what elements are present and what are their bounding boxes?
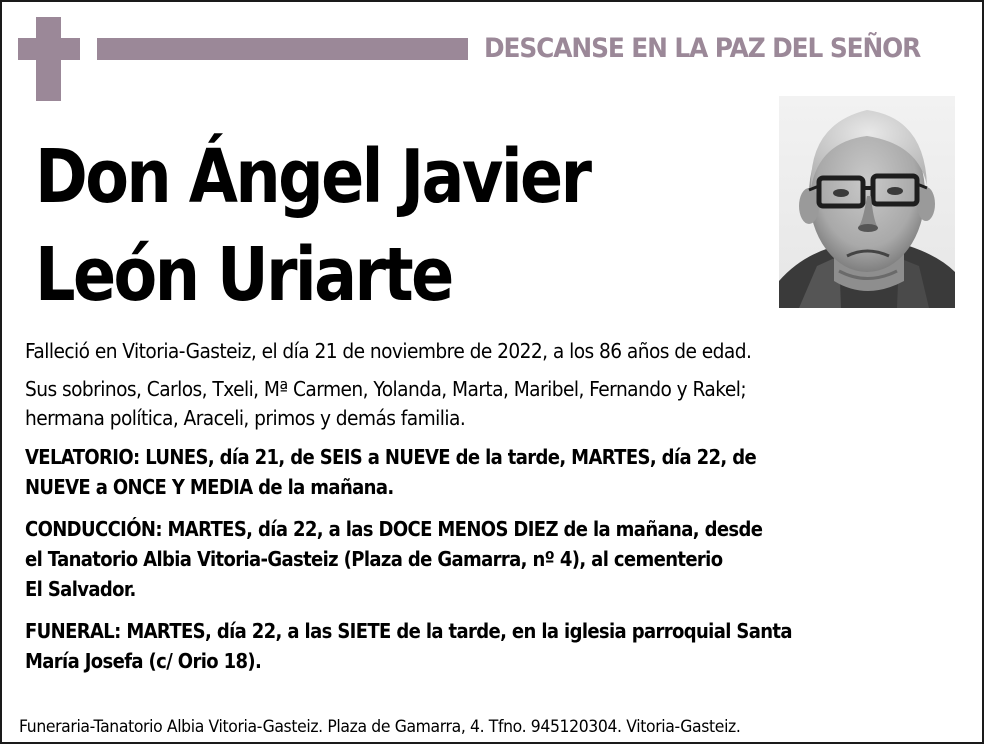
cross-horizontal-bar bbox=[18, 38, 80, 60]
obituary-body bbox=[25, 337, 970, 688]
name-line-1: Don Ángel Javier bbox=[35, 134, 590, 220]
family-line-1: Sus sobrinos, Carlos, Txeli, Mª Carmen, Yolanda, Marta, Maribel, Fernando y Rakel; bbox=[25, 377, 747, 401]
conduccion-paragraph bbox=[25, 514, 876, 604]
funeral-line-1: FUNERAL: MARTES, día 22, a las SIETE de la tarde, en la iglesia parroquial Santa bbox=[25, 619, 792, 643]
death-notice bbox=[25, 337, 904, 366]
funeral-paragraph bbox=[25, 616, 876, 676]
name-line-2: León Uriarte bbox=[35, 232, 452, 318]
portrait-photo bbox=[779, 96, 955, 308]
conduccion-line-3: El Salvador. bbox=[25, 577, 136, 601]
conduccion-line-1: CONDUCCIÓN: MARTES, día 22, a las DOCE MENOS DIEZ de la mañana, desde bbox=[25, 517, 763, 541]
velatorio-line-2: NUEVE a ONCE Y MEDIA de la mañana. bbox=[25, 475, 394, 499]
header-slogan: DESCANSE EN LA PAZ DEL SEÑOR bbox=[484, 33, 921, 64]
conduccion-line-2: el Tanatorio Albia Vitoria-Gasteiz (Plaza de Gamarra, nº 4), al cementerio bbox=[25, 547, 723, 571]
velatorio-line-1: VELATORIO: LUNES, día 21, de SEIS a NUEVE de la tarde, MARTES, día 22, de bbox=[25, 445, 757, 469]
header-rule bbox=[97, 38, 468, 60]
death-notice-text: Falleció en Vitoria-Gasteiz, el día 21 de noviembre de 2022, a los 86 años de edad. bbox=[25, 339, 752, 363]
velatorio-paragraph bbox=[25, 442, 876, 502]
deceased-name bbox=[35, 128, 589, 324]
family-paragraph bbox=[25, 375, 904, 433]
funeral-home-footer: Funeraria-Tanatorio Albia Vitoria-Gasteiz. Plaza de Gamarra, 4. Tfno. 945120304. Vitoria-Gasteiz. bbox=[19, 717, 741, 737]
funeral-line-2: María Josefa (c/ Orio 18). bbox=[25, 649, 262, 673]
family-line-2: hermana política, Araceli, primos y demás familia. bbox=[25, 406, 466, 430]
